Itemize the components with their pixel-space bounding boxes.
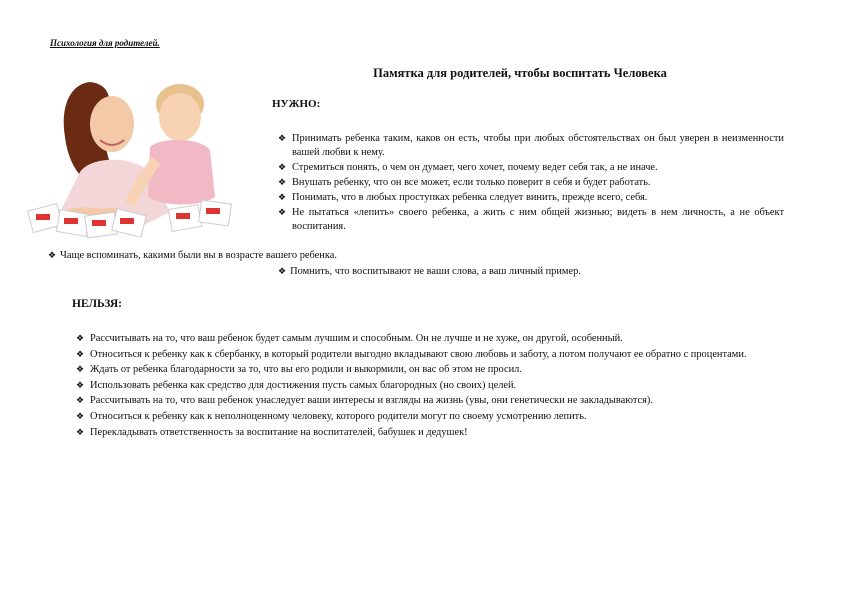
diamond-bullet-icon: ❖ — [278, 176, 287, 187]
forbid-list — [76, 332, 784, 441]
list-item: ❖ Относиться к ребенку как к неполноценному человеку, которого родители могут по своему усмотрению лепить. — [76, 410, 587, 422]
list-item: ❖ Перекладывать ответственность за воспитание на воспитателей, бабушек и дедушек! — [76, 426, 468, 438]
diamond-bullet-icon: ❖ — [76, 348, 85, 359]
diamond-bullet-icon: ❖ — [76, 410, 85, 421]
diamond-bullet-icon: ❖ — [278, 133, 287, 143]
diamond-bullet-icon: ❖ — [278, 161, 287, 172]
mother-child-photo — [20, 62, 260, 252]
diamond-bullet-icon: ❖ — [278, 206, 287, 217]
header-label: Психология для родителей. — [50, 38, 160, 48]
list-item: ❖ Относиться к ребенку как к сбербанку, в который родители выгодно вкладывают свою любовь и заботу, а потом получают ее обратно с процентами. — [76, 348, 747, 360]
forbid-heading: НЕЛЬЗЯ: — [72, 298, 122, 310]
list-item: ❖ Принимать ребенка таким, каков он есть, чтобы при любых обстоятельствах он был уверен в неизменности вашей любви к нему. — [278, 133, 784, 158]
list-item: ❖ Использовать ребенка как средство для достижения пусть самых благородных (но своих) целей. — [76, 379, 517, 391]
list-item: ❖ Стремиться понять, о чем он думает, чего хочет, почему ведет себя так, а не иначе. — [278, 161, 658, 173]
list-item: ❖ Рассчитывать на то, что ваш ребенок унаследует ваши интересы и взгляды на жизнь (увы, они генетически не закладываются). — [76, 395, 653, 407]
diamond-bullet-icon: ❖ — [278, 191, 287, 202]
need-list — [278, 132, 784, 235]
diamond-bullet-icon: ❖ — [76, 395, 85, 406]
list-item: ❖ Рассчитывать на то, что ваш ребенок будет самым лучшим и способным. Он не лучше и не хуже, он другой, особенный. — [76, 333, 623, 344]
need-heading: НУЖНО: — [272, 98, 321, 110]
list-item: ❖ Не пытаться «лепить» своего ребенка, а жить с ним общей жизнью; видеть в нем личность, а не объект воспитания. — [278, 206, 784, 232]
need-extra-item-2: ❖ Помнить, что воспитывают не ваши слова, а ваш личный пример. — [278, 266, 581, 277]
diamond-bullet-icon: ❖ — [48, 250, 57, 260]
diamond-bullet-icon: ❖ — [76, 364, 85, 375]
list-item: ❖ Ждать от ребенка благодарности за то, что вы его родили и выкормили, он вас об этом не просил. — [76, 364, 522, 376]
need-extra-item-1: ❖ Чаще вспоминать, какими были вы в возрасте вашего ребенка. — [48, 250, 337, 261]
list-item: ❖ Понимать, что в любых проступках ребенка следует винить, прежде всего, себя. — [278, 191, 648, 203]
diamond-bullet-icon: ❖ — [278, 266, 287, 276]
list-item: ❖ Внушать ребенку, что он все может, если только поверит в себя и будет работать. — [278, 176, 651, 188]
diamond-bullet-icon: ❖ — [76, 379, 85, 390]
diamond-bullet-icon: ❖ — [76, 333, 85, 343]
diamond-bullet-icon: ❖ — [76, 426, 85, 437]
page-title: Памятка для родителей, чтобы воспитать Человека — [373, 66, 667, 80]
